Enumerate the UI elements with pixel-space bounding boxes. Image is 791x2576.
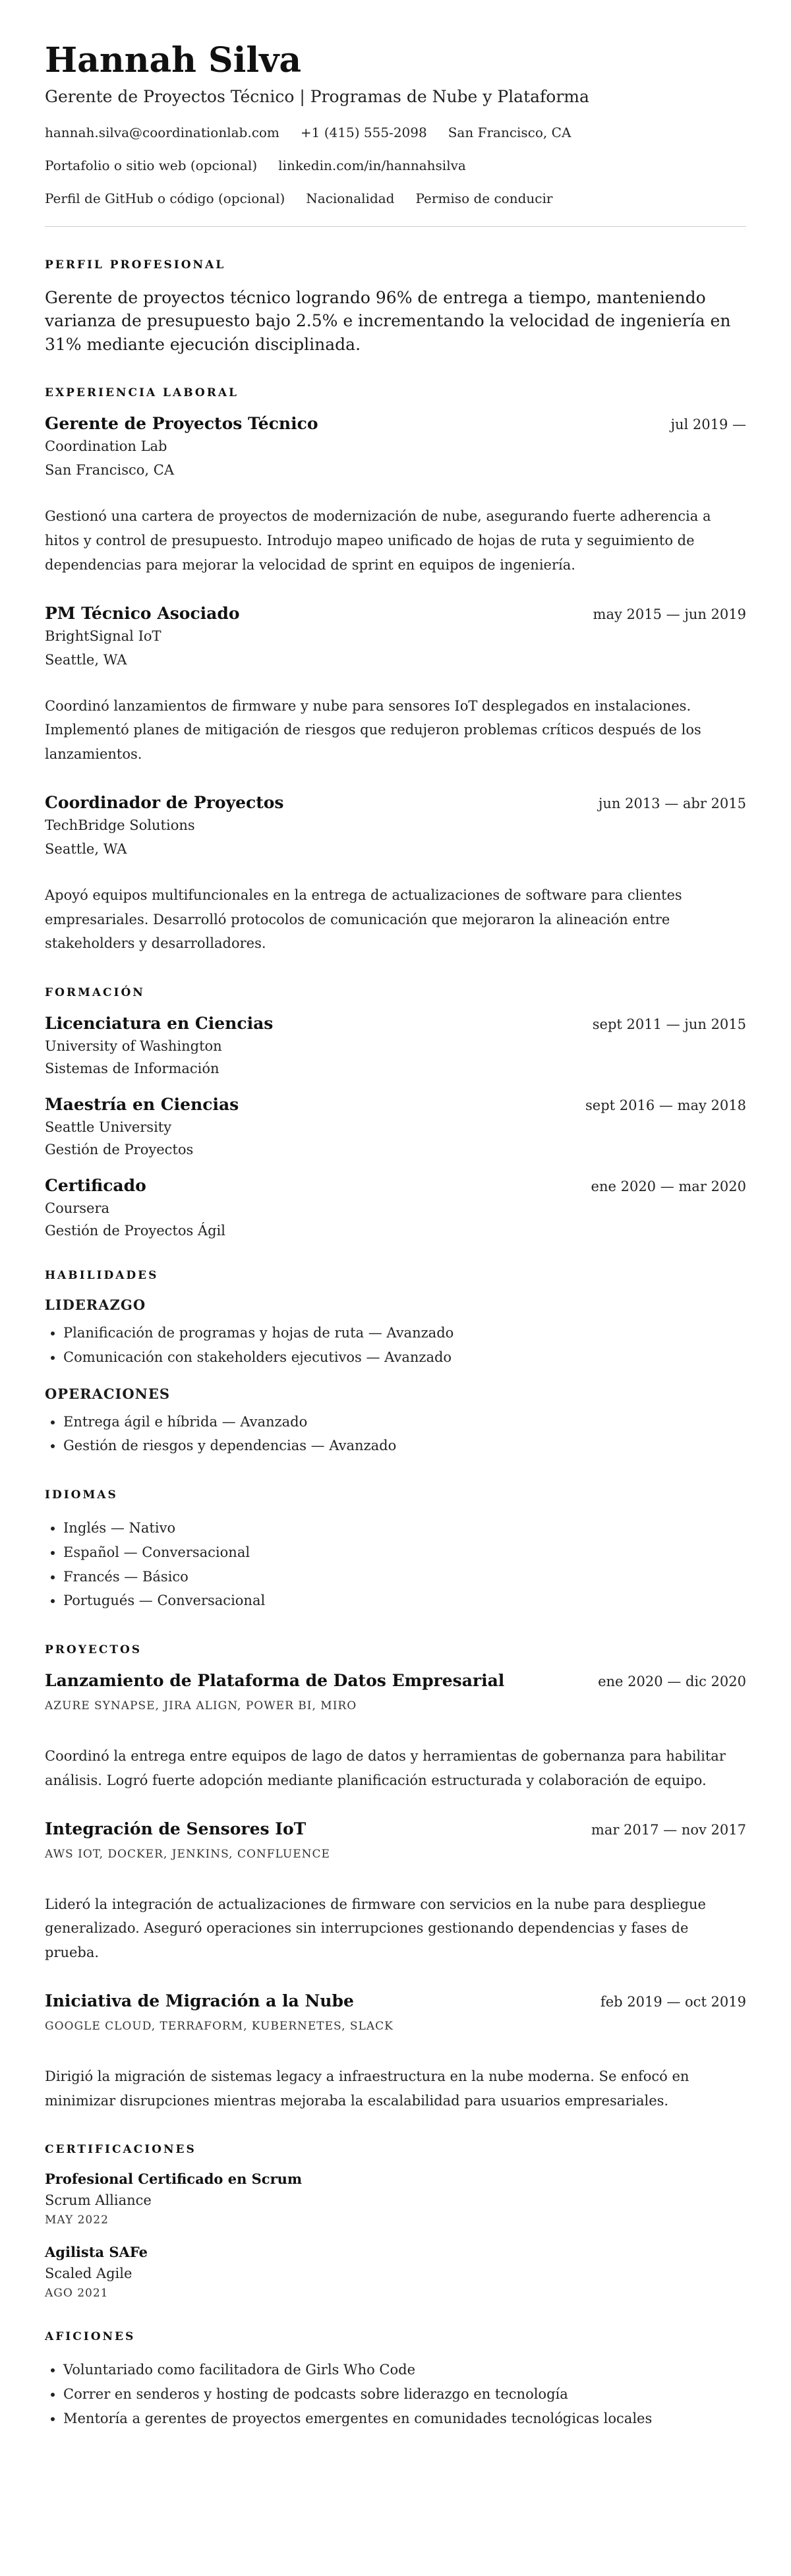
project-entry-head <box>45 1991 746 2010</box>
certification-entry <box>45 2244 746 2300</box>
experience-entry <box>45 604 746 767</box>
hobby-item: • Mentoría a gerentes de proyectos emergentes en comunidades tecnológicas locales <box>63 2407 746 2431</box>
skill-group-operations <box>45 1386 746 1459</box>
education-date: ene 2020 — mar 2020 <box>591 1179 746 1195</box>
education-entry <box>45 1176 746 1239</box>
skill-group-title: OPERACIONES <box>45 1385 171 1402</box>
experience-date: jul 2019 — <box>670 417 746 433</box>
language-item: • Español — Conversacional <box>63 1540 746 1565</box>
education-field: Gestión de Proyectos Ágil <box>45 1223 225 1239</box>
certifications-section <box>45 2143 746 2300</box>
phone-number: +1 (415) 555-2098 <box>300 124 427 140</box>
skill-group-leadership <box>45 1297 746 1370</box>
contact-row-1 <box>45 125 746 140</box>
experience-company: TechBridge Solutions <box>45 817 195 833</box>
portfolio-link[interactable]: Portafolio o sitio web (opcional) <box>45 157 258 173</box>
certification-entry <box>45 2171 746 2227</box>
certification-issuer: Scrum Alliance <box>45 2192 152 2209</box>
education-degree: Maestría en Ciencias <box>45 1095 239 1115</box>
project-tech: AWS IOT, DOCKER, JENKINS, CONFLUENCE <box>45 1847 330 1861</box>
language-item: • Inglés — Nativo <box>63 1516 746 1540</box>
resume-header <box>45 41 746 206</box>
certification-date: AGO 2021 <box>45 2287 109 2300</box>
experience-location: Seattle, WA <box>45 840 127 857</box>
experience-role: PM Técnico Asociado <box>45 603 240 623</box>
experience-company: BrightSignal IoT <box>45 628 161 644</box>
project-entry <box>45 1819 746 1965</box>
section-title-projects: PROYECTOS <box>45 1643 142 1657</box>
experience-role: Gerente de Proyectos Técnico <box>45 414 318 434</box>
contact-row-2 <box>45 158 746 173</box>
languages-section <box>45 1488 746 1613</box>
github-link[interactable]: Perfil de GitHub o código (opcional) <box>45 190 285 206</box>
hobby-item: • Correr en senderos y hosting de podcasts sobre liderazgo en tecnología <box>63 2382 746 2407</box>
education-entry-head <box>45 1014 746 1033</box>
language-item: • Francés — Básico <box>63 1565 746 1589</box>
experience-entry-head <box>45 604 746 623</box>
projects-section <box>45 1643 746 2113</box>
experience-company: Coordination Lab <box>45 438 167 455</box>
education-section <box>45 986 746 1239</box>
header-divider <box>45 226 746 227</box>
experience-entry <box>45 414 746 577</box>
education-entry <box>45 1095 746 1157</box>
profile-summary: Gerente de proyectos técnico logrando 96% de entrega a tiempo, manteniendo varianza de presupuesto bajo 2.5% e incrementando la velocidad de ingeniería en 31% mediante ejecución disciplinada. <box>45 287 731 354</box>
nationality-text: Nacionalidad <box>306 190 395 206</box>
education-field: Gestión de Proyectos <box>45 1142 194 1158</box>
profile-section <box>45 258 746 357</box>
experience-description: Apoyó equipos multifuncionales en la entrega de actualizaciones de software para clientes empresariales. Desarrolló protocolos de comunicación que mejoraron la alineación entre stakeholders y desarrolladores. <box>45 887 682 952</box>
certification-issuer: Scaled Agile <box>45 2266 132 2282</box>
experience-date: may 2015 — jun 2019 <box>593 606 746 622</box>
skill-list <box>45 1321 746 1370</box>
education-field: Sistemas de Información <box>45 1061 220 1077</box>
certification-name: Profesional Certificado en Scrum <box>45 2171 303 2188</box>
project-entry-head <box>45 1671 746 1690</box>
skill-item: • Planificación de programas y hojas de ruta — Avanzado <box>63 1321 746 1345</box>
education-entry <box>45 1014 746 1076</box>
experience-entry-head <box>45 793 746 812</box>
education-degree: Licenciatura en Ciencias <box>45 1014 274 1034</box>
project-entry-head <box>45 1819 746 1838</box>
project-entry <box>45 1991 746 2113</box>
email-link[interactable]: hannah.silva@coordinationlab.com <box>45 124 279 140</box>
section-title-languages: IDIOMAS <box>45 1488 118 1502</box>
project-description: Coordinó la entrega entre equipos de lago de datos y herramientas de gobernanza para habilitar análisis. Logró fuerte adopción mediante planificación estructurada y colaboración de equipo. <box>45 1748 726 1788</box>
experience-section <box>45 386 746 956</box>
experience-entry <box>45 793 746 956</box>
project-date: mar 2017 — nov 2017 <box>591 1821 746 1838</box>
candidate-headline: Gerente de Proyectos Técnico | Programas de Nube y Plataforma <box>45 86 589 106</box>
section-title-experience: EXPERIENCIA LABORAL <box>45 386 239 400</box>
skill-item: • Gestión de riesgos y dependencias — Avanzado <box>63 1434 746 1458</box>
experience-entry-head <box>45 414 746 433</box>
language-item: • Portugués — Conversacional <box>63 1589 746 1613</box>
language-list <box>45 1516 746 1613</box>
education-school: Coursera <box>45 1200 110 1217</box>
license-text: Permiso de conducir <box>415 190 553 206</box>
linkedin-link[interactable]: linkedin.com/in/hannahsilva <box>278 157 466 173</box>
skill-item: • Entrega ágil e híbrida — Avanzado <box>63 1410 746 1434</box>
project-tech: AZURE SYNAPSE, JIRA ALIGN, POWER BI, MIRO <box>45 1699 357 1713</box>
skills-section <box>45 1269 746 1458</box>
skill-group-title: LIDERAZGO <box>45 1297 146 1314</box>
section-title-profile: PERFIL PROFESIONAL <box>45 258 226 272</box>
experience-description: Coordinó lanzamientos de firmware y nube para sensores IoT desplegados en instalaciones. Implementó planes de mitigación de riesgos que redujeron problemas críticos después de los lanzamientos. <box>45 697 701 763</box>
project-description: Lideró la integración de actualizaciones de firmware con servicios en la nube para despliegue generalizado. Aseguró operaciones sin interrupciones gestionando dependencias y fases de prueba. <box>45 1896 706 1961</box>
education-entry-head <box>45 1095 746 1114</box>
project-date: ene 2020 — dic 2020 <box>598 1674 746 1690</box>
education-date: sept 2016 — may 2018 <box>585 1098 746 1114</box>
project-description: Dirigió la migración de sistemas legacy a infraestructura en la nube moderna. Se enfocó en minimizar disrupciones mientras mejoraba la escalabilidad para usuarios empresariales. <box>45 2068 689 2109</box>
experience-date: jun 2013 — abr 2015 <box>598 795 746 811</box>
section-title-hobbies: AFICIONES <box>45 2330 136 2344</box>
education-school: University of Washington <box>45 1038 222 1055</box>
project-tech: GOOGLE CLOUD, TERRAFORM, KUBERNETES, SLACK <box>45 2019 394 2033</box>
hobbies-section <box>45 2330 746 2430</box>
education-school: Seattle University <box>45 1119 172 1136</box>
section-title-certifications: CERTIFICACIONES <box>45 2143 196 2157</box>
hobby-item: • Voluntariado como facilitadora de Girls Who Code <box>63 2358 746 2382</box>
certification-name: Agilista SAFe <box>45 2244 148 2261</box>
experience-role: Coordinador de Proyectos <box>45 792 284 812</box>
project-name: Lanzamiento de Plataforma de Datos Empresarial <box>45 1671 505 1691</box>
experience-location: Seattle, WA <box>45 651 127 668</box>
skill-item: • Comunicación con stakeholders ejecutivos — Avanzado <box>63 1345 746 1370</box>
project-name: Integración de Sensores IoT <box>45 1819 307 1838</box>
project-entry <box>45 1671 746 1793</box>
hobby-list <box>45 2358 746 2430</box>
section-title-education: FORMACIÓN <box>45 986 145 1000</box>
project-date: feb 2019 — oct 2019 <box>600 1993 746 2010</box>
experience-description: Gestionó una cartera de proyectos de modernización de nube, asegurando fuerte adherencia a hitos y control de presupuesto. Introdujo mapeo unificado de hojas de ruta y seguimiento de dependencias para mejorar la velocidad de sprint en equipos de ingeniería. <box>45 508 711 573</box>
location-text: San Francisco, CA <box>448 124 571 140</box>
contact-row-3 <box>45 190 746 206</box>
candidate-name: Hannah Silva <box>45 40 302 80</box>
education-date: sept 2011 — jun 2015 <box>592 1016 746 1033</box>
certification-date: MAY 2022 <box>45 2213 109 2227</box>
education-entry-head <box>45 1176 746 1195</box>
skill-list <box>45 1410 746 1459</box>
project-name: Iniciativa de Migración a la Nube <box>45 1991 354 2010</box>
experience-location: San Francisco, CA <box>45 462 175 479</box>
education-degree: Certificado <box>45 1176 146 1196</box>
section-title-skills: HABILIDADES <box>45 1269 159 1283</box>
